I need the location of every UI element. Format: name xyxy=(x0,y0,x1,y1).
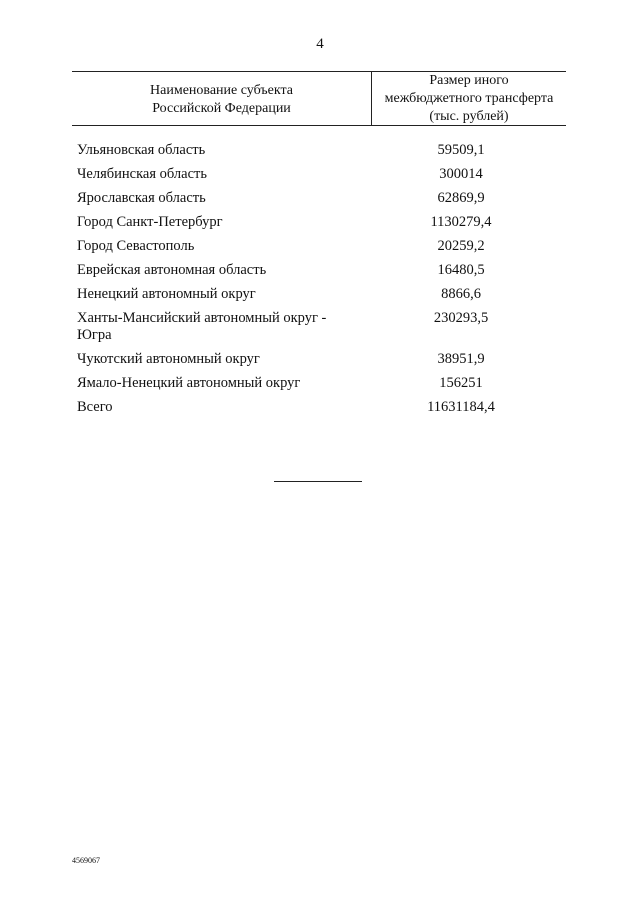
header-subject-line: Наименование субъекта xyxy=(150,82,293,98)
subject-name-line: Ямало-Ненецкий автономный округ xyxy=(77,375,301,391)
transfer-amount: 156251 xyxy=(439,375,483,391)
end-divider xyxy=(274,481,362,482)
header-amount-line: Размер иного xyxy=(429,72,509,88)
table-body xyxy=(77,142,567,423)
subject-name-line: Ханты-Мансийский автономный округ - xyxy=(77,310,327,326)
subject-name xyxy=(77,142,371,159)
header-amount-column xyxy=(372,72,566,125)
table-row xyxy=(77,286,567,303)
transfer-amount: 16480,5 xyxy=(437,262,485,278)
table-row xyxy=(77,214,567,231)
subject-name xyxy=(77,262,371,279)
subject-name-line: Челябинская область xyxy=(77,166,207,182)
subject-name-line: Чукотский автономный округ xyxy=(77,351,260,367)
transfer-amount: 38951,9 xyxy=(437,351,485,367)
subject-name xyxy=(77,399,371,416)
table-row xyxy=(77,310,567,344)
subject-name-line: Город Санкт-Петербург xyxy=(77,214,223,230)
subject-name-line: Всего xyxy=(77,399,113,415)
table-row xyxy=(77,262,567,279)
transfer-amount: 62869,9 xyxy=(437,190,485,206)
header-subject-line: Российской Федерации xyxy=(152,100,291,116)
table-row xyxy=(77,142,567,159)
subject-name xyxy=(77,351,371,368)
transfer-amount: 59509,1 xyxy=(437,142,485,158)
transfer-amount: 8866,6 xyxy=(441,286,481,302)
subject-name xyxy=(77,310,371,344)
subject-name-line: Еврейская автономная область xyxy=(77,262,267,278)
header-subject-column xyxy=(72,72,372,125)
header-amount-line: межбюджетного трансферта xyxy=(384,90,554,106)
table-row xyxy=(77,375,567,392)
table-row xyxy=(77,399,567,416)
subject-name xyxy=(77,286,371,303)
header-amount-line: (тыс. рублей) xyxy=(429,108,509,124)
subject-name-line: Югра xyxy=(77,327,112,343)
subject-name xyxy=(77,238,371,255)
table-header xyxy=(72,71,566,126)
subject-name xyxy=(77,166,371,183)
page-number: 4 xyxy=(316,36,324,52)
subject-name xyxy=(77,375,371,392)
transfer-amount: 1130279,4 xyxy=(430,214,492,230)
document-code: 4569067 xyxy=(72,856,100,865)
subject-name-line: Ненецкий автономный округ xyxy=(77,286,256,302)
subject-name-line: Ярославская область xyxy=(77,190,206,206)
transfer-amount: 11631184,4 xyxy=(427,399,495,415)
subject-name-line: Город Севастополь xyxy=(77,238,195,254)
transfer-amount: 20259,2 xyxy=(437,238,485,254)
subject-name xyxy=(77,190,371,207)
transfer-amount: 300014 xyxy=(439,166,483,182)
subject-name xyxy=(77,214,371,231)
subject-name-line: Ульяновская область xyxy=(77,142,206,158)
table-row xyxy=(77,166,567,183)
table-row xyxy=(77,238,567,255)
transfer-amount: 230293,5 xyxy=(433,310,489,326)
table-row xyxy=(77,190,567,207)
table-row xyxy=(77,351,567,368)
